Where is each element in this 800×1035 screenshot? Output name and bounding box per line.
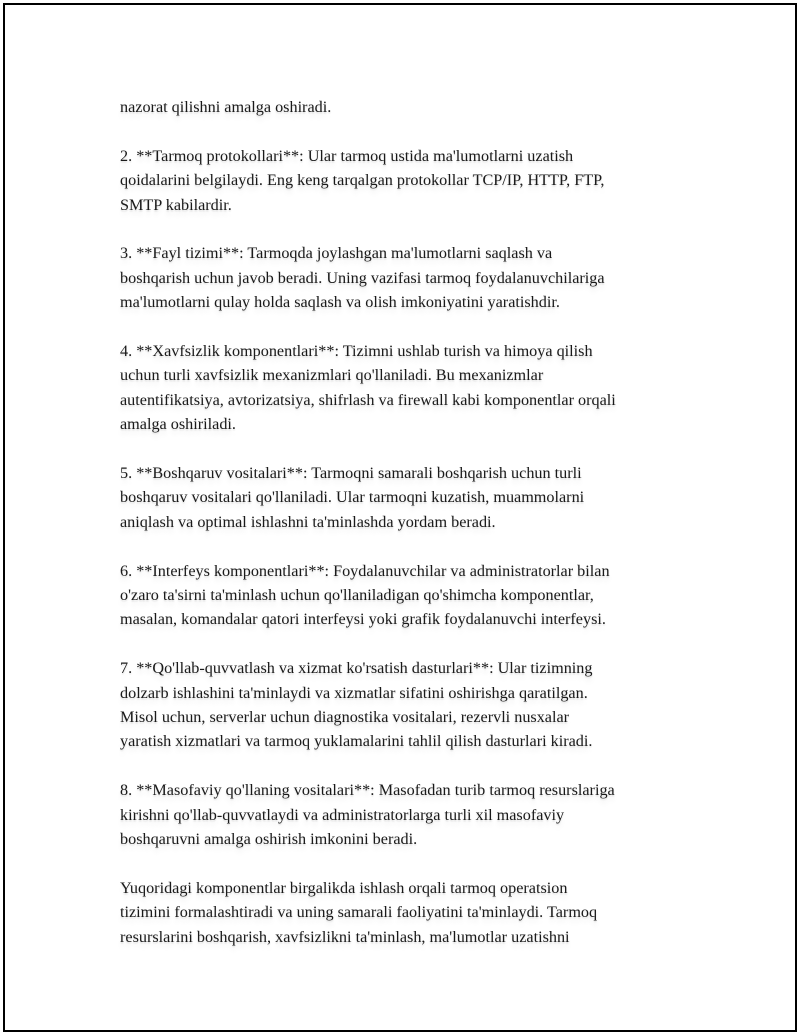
text-line: kirishni qo'llab-quvvatlaydi va administratorlarga turli xil masofaviy	[120, 805, 565, 824]
text-line: boshqarish uchun javob beradi. Uning vazifasi tarmoq foydalanuvchilariga	[120, 268, 605, 287]
text-line: 5. **Boshqaruv vositalari**: Tarmoqni samarali boshqarish uchun turli	[120, 464, 582, 483]
text-line: uchun turli xavfsizlik mexanizmlari qo'llaniladi. Bu mexanizmlar	[120, 366, 544, 385]
paragraph-continuation	[120, 95, 700, 119]
text-line: SMTP kabilardir.	[120, 195, 232, 214]
text-line: amalga oshiriladi.	[120, 415, 236, 434]
paragraph-item-2	[120, 144, 700, 217]
document-page	[3, 3, 797, 1032]
text-line: boshqaruv vositalari qo'llaniladi. Ular tarmoqni kuzatish, muammolarni	[120, 488, 585, 507]
text-line: autentifikatsiya, avtorizatsiya, shifrlash va firewall kabi komponentlar orqali	[120, 390, 616, 409]
text-line: resurslarini boshqarish, xavfsizlikni ta'minlash, ma'lumotlar uzatishni	[120, 927, 570, 946]
text-line: yaratish xizmatlari va tarmoq yuklamalarini tahlil qilish dasturlari kiradi.	[120, 732, 593, 751]
paragraph-item-3	[120, 241, 700, 314]
text-line: Misol uchun, serverlar uchun diagnostika vositalari, rezervli nusxalar	[120, 708, 570, 727]
paragraph-item-5	[120, 461, 700, 534]
paragraph-item-7	[120, 656, 700, 754]
text-line: 8. **Masofaviy qo'llaning vositalari**: Masofadan turib tarmoq resurslariga	[120, 781, 615, 800]
paragraph-item-4	[120, 339, 700, 437]
text-line: aniqlash va optimal ishlashni ta'minlashda yordam beradi.	[120, 512, 496, 531]
text-line: 6. **Interfeys komponentlari**: Foydalanuvchilar va administratorlar bilan	[120, 561, 610, 580]
paragraph-conclusion	[120, 876, 700, 949]
text-line: o'zaro ta'sirni ta'minlash uchun qo'llaniladigan qo'shimcha komponentlar,	[120, 586, 594, 605]
text-line: 4. **Xavfsizlik komponentlari**: Tizimni ushlab turish va himoya qilish	[120, 342, 593, 361]
text-line: ma'lumotlarni qulay holda saqlash va olish imkoniyatini yaratishdir.	[120, 293, 560, 312]
text-line: nazorat qilishni amalga oshiradi.	[120, 98, 332, 116]
text-line: boshqaruvni amalga oshirish imkonini beradi.	[120, 830, 418, 849]
paragraph-item-8	[120, 778, 700, 851]
text-line: 7. **Qo'llab-quvvatlash va xizmat ko'rsatish dasturlari**: Ular tizimning	[120, 659, 593, 678]
text-line: 3. **Fayl tizimi**: Tarmoqda joylashgan ma'lumotlarni saqlash va	[120, 244, 553, 263]
text-line: qoidalarini belgilaydi. Eng keng tarqalgan protokollar TCP/IP, HTTP, FTP,	[120, 171, 605, 190]
text-line: tizimini formalashtiradi va uning samarali faoliyatini ta'minlaydi. Tarmoq	[120, 903, 598, 922]
paragraph-item-6	[120, 559, 700, 632]
text-line: 2. **Tarmoq protokollari**: Ular tarmoq ustida ma'lumotlarni uzatish	[120, 146, 574, 165]
text-line: Yuqoridagi komponentlar birgalikda ishlash orqali tarmoq operatsion	[120, 878, 568, 897]
text-line: masalan, komandalar qatori interfeysi yoki grafik foydalanuvchi interfeysi.	[120, 610, 606, 629]
document-body	[120, 95, 700, 973]
text-line: dolzarb ishlashini ta'minlaydi va xizmatlar sifatini oshirishga qaratilgan.	[120, 683, 588, 702]
